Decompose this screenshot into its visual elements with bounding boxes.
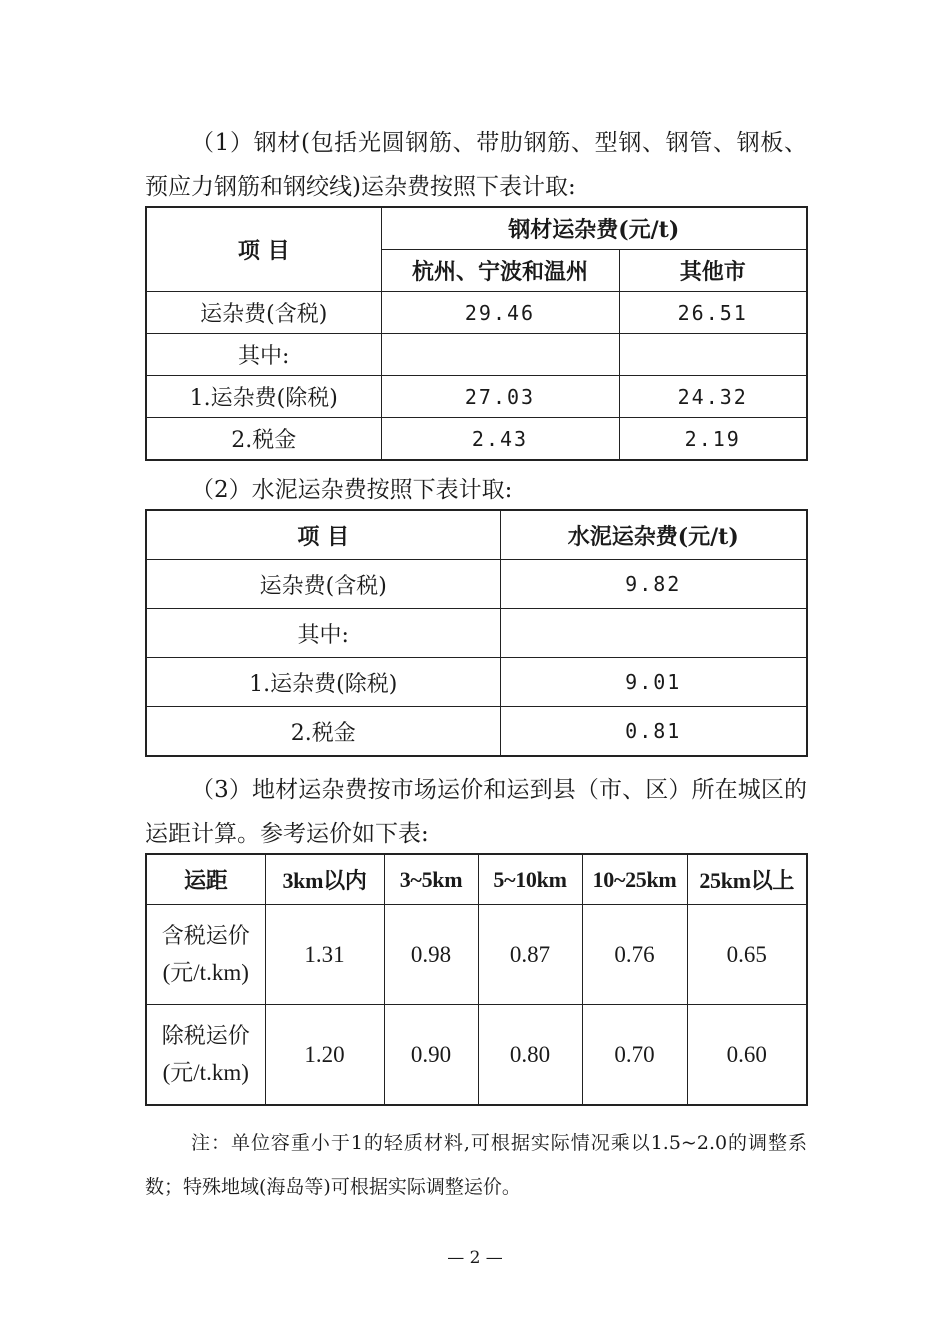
steel-header-other-cities: 其他市 [619,250,807,292]
table-row [146,292,807,334]
row-label-line2: (元/t.km) [162,1059,249,1085]
table-row [146,707,807,757]
value-cell: 0.80 [478,1005,582,1106]
value-cell: 24.32 [619,376,807,418]
local-material-freight-table [145,853,808,1106]
section1-intro: （1）钢材(包括光圆钢筋、带肋钢筋、型钢、钢管、钢板、预应力钢筋和钢绞线)运杂费按照下表计取: [145,130,807,200]
value-cell: 1.31 [265,905,384,1005]
table-row [146,905,807,1005]
table-row [146,1005,807,1106]
steel-header-item: 项 目 [146,207,381,292]
value-cell: 0.70 [582,1005,687,1106]
row-label-line1: 除税运价 [161,1023,250,1049]
page-number: — 2 — [447,1248,503,1268]
value-cell: 0.65 [687,905,807,1005]
distance-header: 3km以内 [265,854,384,905]
row-label-line2: (元/t.km) [162,959,249,985]
row-label: 2.税金 [146,707,500,757]
table-row [146,560,807,609]
value-cell: 0.87 [478,905,582,1005]
value-cell: 27.03 [381,376,619,418]
table-row [146,658,807,707]
row-label: 运杂费(含税) [146,560,500,609]
row-label: 1.运杂费(除税) [146,658,500,707]
value-cell: 0.98 [384,905,478,1005]
distance-header: 运距 [146,854,265,905]
value-cell: 0.81 [500,707,807,757]
table-row [146,334,807,376]
steel-freight-table [145,206,808,461]
value-cell: 1.20 [265,1005,384,1106]
value-cell: 0.60 [687,1005,807,1106]
row-label: 1.运杂费(除税) [146,376,381,418]
footnote: 注：单位容重小于1的轻质材料,可根据实际情况乘以1.5~2.0的调整系数；特殊地域(海岛等)可根据实际调整运价。 [145,1132,807,1198]
table-row [146,609,807,658]
value-cell: 0.90 [384,1005,478,1106]
row-label [146,1005,265,1106]
value-cell: 0.76 [582,905,687,1005]
value-cell: 9.01 [500,658,807,707]
steel-header-hz-nb-wz: 杭州、宁波和温州 [381,250,619,292]
cement-header-value: 水泥运杂费(元/t) [500,510,807,560]
section2-intro: （2）水泥运杂费按照下表计取: [191,477,513,503]
value-cell: 2.19 [619,418,807,461]
row-label-line1: 含税运价 [161,923,250,949]
distance-header: 10~25km [582,854,687,905]
distance-header: 5~10km [478,854,582,905]
cement-freight-table [145,509,808,757]
value-cell: 2.43 [381,418,619,461]
value-cell [381,334,619,376]
steel-header-group: 钢材运杂费(元/t) [381,207,807,250]
table-row [146,376,807,418]
row-label: 2.税金 [146,418,381,461]
value-cell: 9.82 [500,560,807,609]
value-cell: 26.51 [619,292,807,334]
cement-header-item: 项 目 [146,510,500,560]
row-label: 运杂费(含税) [146,292,381,334]
distance-header: 25km以上 [687,854,807,905]
table-row [146,418,807,461]
value-cell: 29.46 [381,292,619,334]
value-cell [619,334,807,376]
section3-intro: （3）地材运杂费按市场运价和运到县（市、区）所在城区的运距计算。参考运价如下表: [145,777,807,847]
row-label: 其中: [146,334,381,376]
row-label: 其中: [146,609,500,658]
row-label [146,905,265,1005]
value-cell [500,609,807,658]
distance-header: 3~5km [384,854,478,905]
